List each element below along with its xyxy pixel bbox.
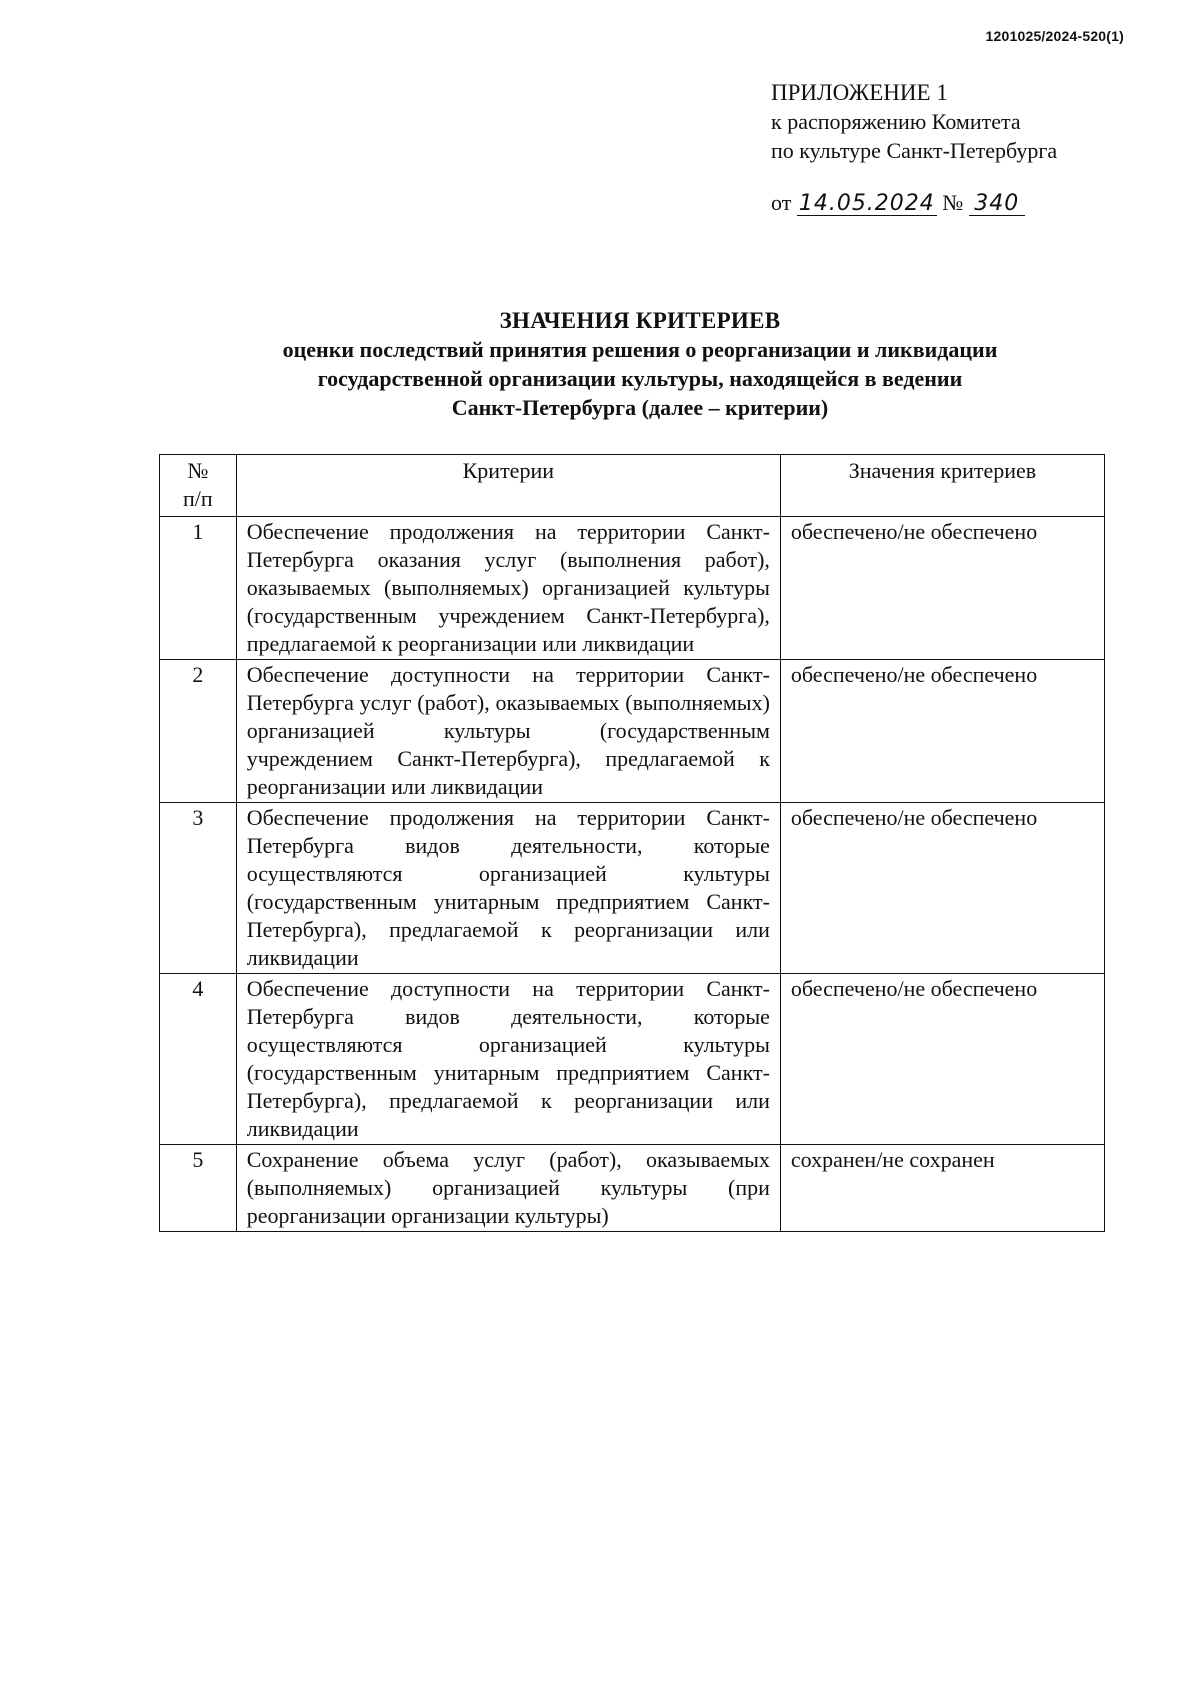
heading-line-2: государственной организации культуры, находящейся в ведении (317, 366, 963, 391)
row-value: обеспечено/не обеспечено (780, 974, 1104, 1145)
header-number-line-2: п/п (183, 486, 213, 511)
table-row (160, 517, 1105, 660)
row-value: сохранен/не сохранен (780, 1145, 1104, 1232)
appendix-line-2: по культуре Санкт-Петербурга (771, 138, 1058, 163)
heading-title: ЗНАЧЕНИЯ КРИТЕРИЕВ (499, 308, 781, 333)
row-value: обеспечено/не обеспечено (780, 660, 1104, 803)
table-header-row (160, 455, 1105, 517)
number-prefix: № (942, 190, 964, 215)
header-values: Значения критериев (780, 455, 1104, 517)
appendix-block (771, 78, 1057, 165)
row-number: 5 (160, 1145, 237, 1232)
handwritten-number: 340 (969, 193, 1025, 216)
row-number: 4 (160, 974, 237, 1145)
heading-line-3: Санкт-Петербурга (далее – критерии) (451, 395, 829, 420)
row-number: 1 (160, 517, 237, 660)
table-row (160, 1145, 1105, 1232)
row-criteria: Сохранение объема услуг (работ), оказываемых (выполняемых) организацией культуры (при реорганизации организации культуры) (236, 1145, 780, 1232)
heading-line-1: оценки последствий принятия решения о реорганизации и ликвидации (282, 337, 998, 362)
table-row (160, 660, 1105, 803)
header-criteria: Критерии (236, 455, 780, 517)
document-heading (160, 306, 1120, 422)
order-date-number (771, 189, 1025, 217)
handwritten-date: 14.05.2024 (798, 191, 935, 216)
header-number-line-1: № (187, 458, 209, 483)
row-criteria: Обеспечение доступности на территории Санкт-Петербурга видов деятельности, которые осуществляются организацией культуры (государственным унитарным предприятием Санкт-Петербурга), предлагаемой к реорганизации или ликвидации (236, 974, 780, 1145)
appendix-title: ПРИЛОЖЕНИЕ 1 (771, 80, 948, 105)
criteria-table (159, 454, 1105, 1232)
row-value: обеспечено/не обеспечено (780, 517, 1104, 660)
table-row (160, 803, 1105, 974)
row-value: обеспечено/не обеспечено (780, 803, 1104, 974)
table-row (160, 974, 1105, 1145)
document-id: 1201025/2024-520(1) (985, 28, 1124, 44)
row-number: 2 (160, 660, 237, 803)
row-number: 3 (160, 803, 237, 974)
date-prefix: от (771, 190, 792, 215)
row-criteria: Обеспечение продолжения на территории Санкт-Петербурга оказания услуг (выполнения работ), оказываемых (выполняемых) организацией культуры (государственным учреждением Санкт-Петербурга), предлагаемой к реорганизации или ликвидации (236, 517, 780, 660)
appendix-line-1: к распоряжению Комитета (771, 109, 1021, 134)
row-criteria: Обеспечение доступности на территории Санкт-Петербурга услуг (работ), оказываемых (выполняемых) организацией культуры (государственным учреждением Санкт-Петербурга), предлагаемой к реорганизации или ликвидации (236, 660, 780, 803)
header-number (160, 455, 237, 517)
row-criteria: Обеспечение продолжения на территории Санкт-Петербурга видов деятельности, которые осуществляются организацией культуры (государственным унитарным предприятием Санкт-Петербурга), предлагаемой к реорганизации или ликвидации (236, 803, 780, 974)
